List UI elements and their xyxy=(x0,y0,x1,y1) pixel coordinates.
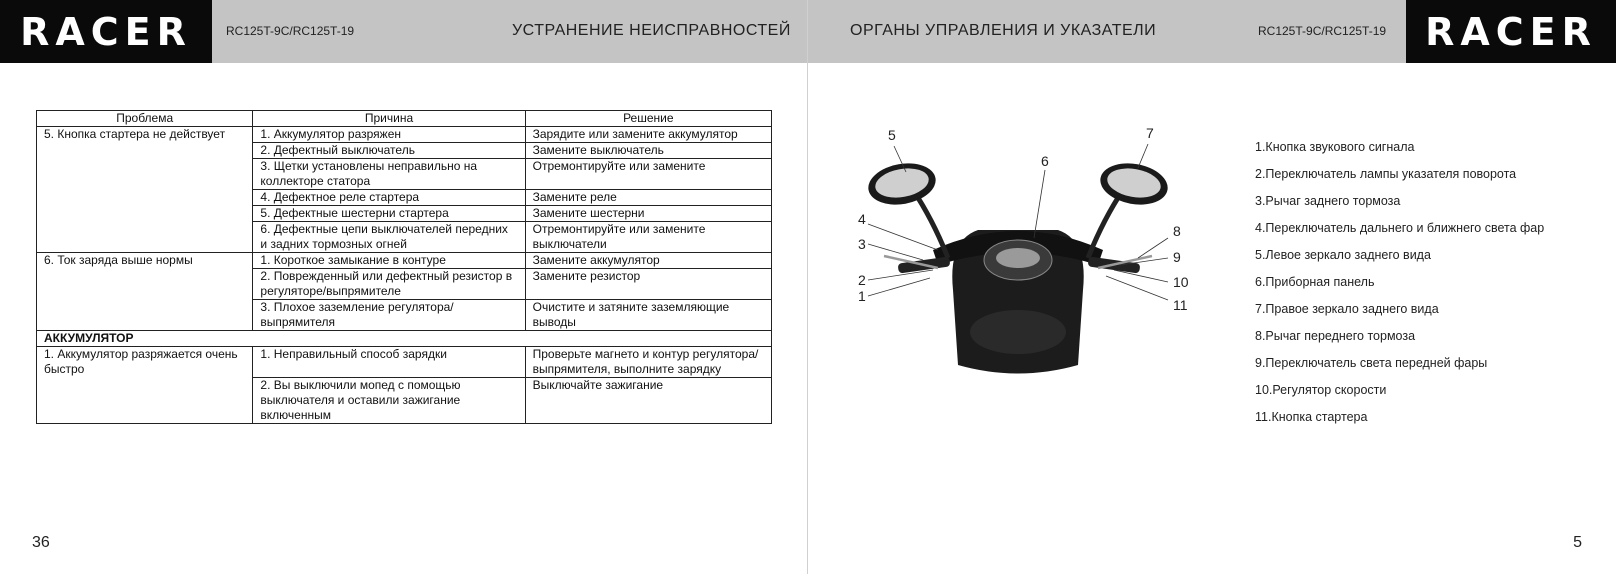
troubleshooting-table xyxy=(36,110,772,424)
solution-cell: Очистите и затяните заземляющие выводы xyxy=(525,300,771,331)
cause-cell: 3. Плохое заземление регулятора/выпрямителя xyxy=(253,300,525,331)
model-number: RC125T-9C/RC125T-19 xyxy=(1258,24,1387,38)
legend-item: 9.Переключатель света передней фары xyxy=(1255,356,1488,370)
column-header: Решение xyxy=(525,111,771,127)
table-section-row xyxy=(37,331,772,347)
problem-cell: 6. Ток заряда выше нормы xyxy=(37,253,253,331)
callout-9: 9 xyxy=(1173,249,1181,265)
cause-cell: 4. Дефектное реле стартера xyxy=(253,190,525,206)
solution-cell: Замените реле xyxy=(525,190,771,206)
solution-cell: Замените выключатель xyxy=(525,143,771,159)
callout-6: 6 xyxy=(1041,153,1049,169)
right-mirror-stem xyxy=(1088,190,1123,258)
column-header: Проблема xyxy=(37,111,253,127)
solution-cell: Зарядите или замените аккумулятор xyxy=(525,127,771,143)
solution-cell: Выключайте зажигание xyxy=(525,378,771,424)
column-header: Причина xyxy=(253,111,525,127)
racer-logo: RACER xyxy=(1406,0,1616,63)
legend-item: 4.Переключатель дальнего и ближнего света фар xyxy=(1255,221,1545,235)
callout-1: 1 xyxy=(858,288,866,304)
solution-cell: Замените резистор xyxy=(525,269,771,300)
model-number: RC125T-9C/RC125T-19 xyxy=(226,24,355,38)
section-title: ОРГАНЫ УПРАВЛЕНИЯ И УКАЗАТЕЛИ xyxy=(850,22,1157,39)
page-number: 36 xyxy=(32,534,50,551)
legend-item: 2.Переключатель лампы указателя поворота xyxy=(1255,167,1517,181)
legend-item: 3.Рычаг заднего тормоза xyxy=(1255,194,1401,208)
legend-item: 10.Регулятор скорости xyxy=(1255,383,1387,397)
table-row xyxy=(37,347,772,378)
scooter-handlebar-illustration xyxy=(838,120,1198,390)
callout-4: 4 xyxy=(858,211,866,227)
legend-item: 11.Кнопка стартера xyxy=(1255,410,1368,424)
section-title: УСТРАНЕНИЕ НЕИСПРАВНОСТЕЙ xyxy=(512,22,791,39)
callout-10: 10 xyxy=(1173,274,1189,290)
callout-8: 8 xyxy=(1173,223,1181,239)
cause-cell: 2. Вы выключили мопед с помощью выключателя и оставили зажигание включенным xyxy=(253,378,525,424)
page-header xyxy=(0,0,808,63)
page-number: 5 xyxy=(1573,534,1582,551)
callout-5: 5 xyxy=(888,127,896,143)
table-header-row xyxy=(37,111,772,127)
legend-item: 8.Рычаг переднего тормоза xyxy=(1255,329,1416,343)
cause-cell: 1. Короткое замыкание в контуре xyxy=(253,253,525,269)
cause-cell: 3. Щетки установлены неправильно на коллекторе статора xyxy=(253,159,525,190)
cause-cell: 5. Дефектные шестерни стартера xyxy=(253,206,525,222)
solution-cell: Замените шестерни xyxy=(525,206,771,222)
section-heading: АККУМУЛЯТОР xyxy=(37,331,772,347)
solution-cell: Проверьте магнето и контур регулятора/выпрямителя, выполните зарядку xyxy=(525,347,771,378)
problem-cell: 1. Аккумулятор разряжается очень быстро xyxy=(37,347,253,424)
callout-2: 2 xyxy=(858,272,866,288)
cause-cell: 6. Дефектные цепи выключателей передних и задних тормозных огней xyxy=(253,222,525,253)
solution-cell: Замените аккумулятор xyxy=(525,253,771,269)
legend-item: 5.Левое зеркало заднего вида xyxy=(1255,248,1431,262)
solution-cell: Отремонтируйте или замените выключатели xyxy=(525,222,771,253)
table-row xyxy=(37,253,772,269)
callout-7: 7 xyxy=(1146,125,1154,141)
scooter-front-panel xyxy=(970,310,1066,354)
cause-cell: 1. Неправильный способ зарядки xyxy=(253,347,525,378)
left-mirror-stem xyxy=(913,190,948,258)
legend-item: 6.Приборная панель xyxy=(1255,275,1375,289)
controls-legend xyxy=(1255,140,1544,437)
table-row xyxy=(37,127,772,143)
solution-cell: Отремонтируйте или замените xyxy=(525,159,771,190)
cause-cell: 2. Поврежденный или дефектный резистор в регуляторе/выпрямителе xyxy=(253,269,525,300)
callout-3: 3 xyxy=(858,236,866,252)
right-page xyxy=(808,0,1616,574)
racer-logo: RACER xyxy=(0,0,212,63)
legend-item: 1.Кнопка звукового сигнала xyxy=(1255,140,1415,154)
cause-cell: 1. Аккумулятор разряжен xyxy=(253,127,525,143)
cause-cell: 2. Дефектный выключатель xyxy=(253,143,525,159)
legend-item: 7.Правое зеркало заднего вида xyxy=(1255,302,1439,316)
problem-cell: 5. Кнопка стартера не действует xyxy=(37,127,253,253)
callout-11: 11 xyxy=(1173,297,1188,313)
page-header xyxy=(808,0,1616,63)
speedometer xyxy=(996,248,1040,268)
